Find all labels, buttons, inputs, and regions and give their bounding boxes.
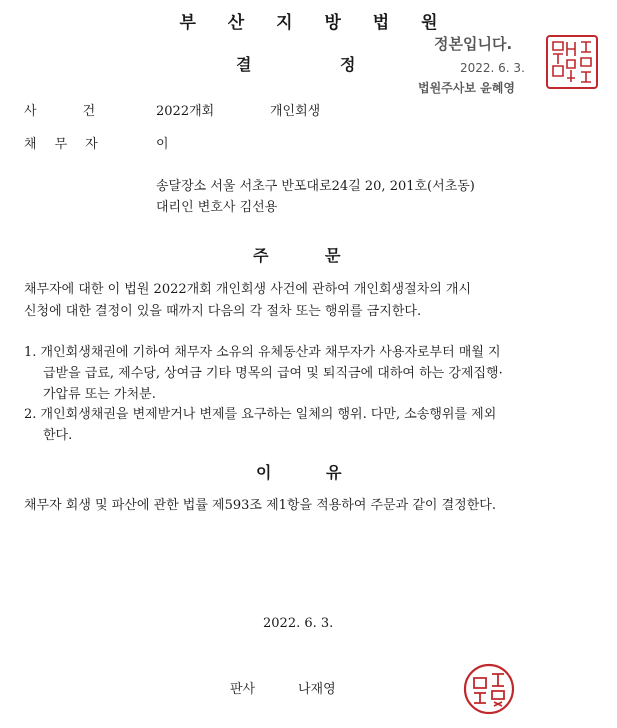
order-heading-1: 주: [253, 246, 269, 265]
case-number: 2022개회: [156, 104, 215, 119]
service-address: 송달장소 서울 서초구 반포대로24길 20, 201호(서초동): [156, 179, 475, 194]
order-heading-2: 문: [325, 246, 341, 265]
title-part-2: 정: [340, 55, 356, 74]
prohibition-item-2-line-1: 2. 개인회생채권을 변제받거나 변제를 요구하는 일체의 행위. 다만, 소송행위를 제외: [24, 407, 497, 422]
case-label: 사 건: [24, 104, 96, 119]
judge-seal-icon: [462, 662, 516, 716]
certified-copy-stamp: 정본입니다.: [434, 35, 513, 53]
title-part-1: 결: [236, 55, 252, 74]
prohibition-item-1-line-2: 급받을 급료, 제수당, 상여금 기타 명목의 급여 및 퇴직금에 대하여 하는 강제집행·: [43, 366, 503, 381]
case-type: 개인회생: [270, 104, 321, 119]
certification-date: 2022. 6. 3.: [460, 61, 525, 75]
decision-date: 2022. 6. 3.: [263, 616, 334, 631]
reason-text: 채무자 회생 및 파산에 관한 법률 제593조 제1항을 적용하여 주문과 같이 결정한다.: [24, 498, 496, 513]
order-text-line-2: 신청에 대한 결정이 있을 때까지 다음의 각 절차 또는 행위를 금지한다.: [24, 304, 422, 319]
prohibition-item-2-line-2: 한다.: [43, 428, 73, 443]
clerk-seal-icon: [545, 34, 599, 90]
reason-heading-2: 유: [326, 463, 342, 482]
judge-title: 판사: [230, 682, 256, 697]
attorney-agent: 대리인 변호사 김선용: [156, 200, 278, 215]
court-name: 부 산 지 방 법 원: [179, 13, 451, 33]
judge-name: 나재영: [298, 682, 336, 697]
prohibition-item-1-line-1: 1. 개인회생채권에 기하여 채무자 소유의 유체동산과 채무자가 사용자로부터 매월 지: [24, 345, 501, 360]
debtor-name: 이: [156, 137, 169, 152]
certification-clerk: 법원주사보 윤혜영: [418, 81, 515, 95]
reason-heading-1: 이: [256, 463, 272, 482]
order-text-line-1: 채무자에 대한 이 법원 2022개회 개인회생 사건에 관하여 개인회생절차의 개시: [24, 282, 472, 297]
prohibition-item-1-line-3: 가압류 또는 가처분.: [43, 387, 156, 402]
debtor-label: 채 무 자: [24, 137, 98, 152]
